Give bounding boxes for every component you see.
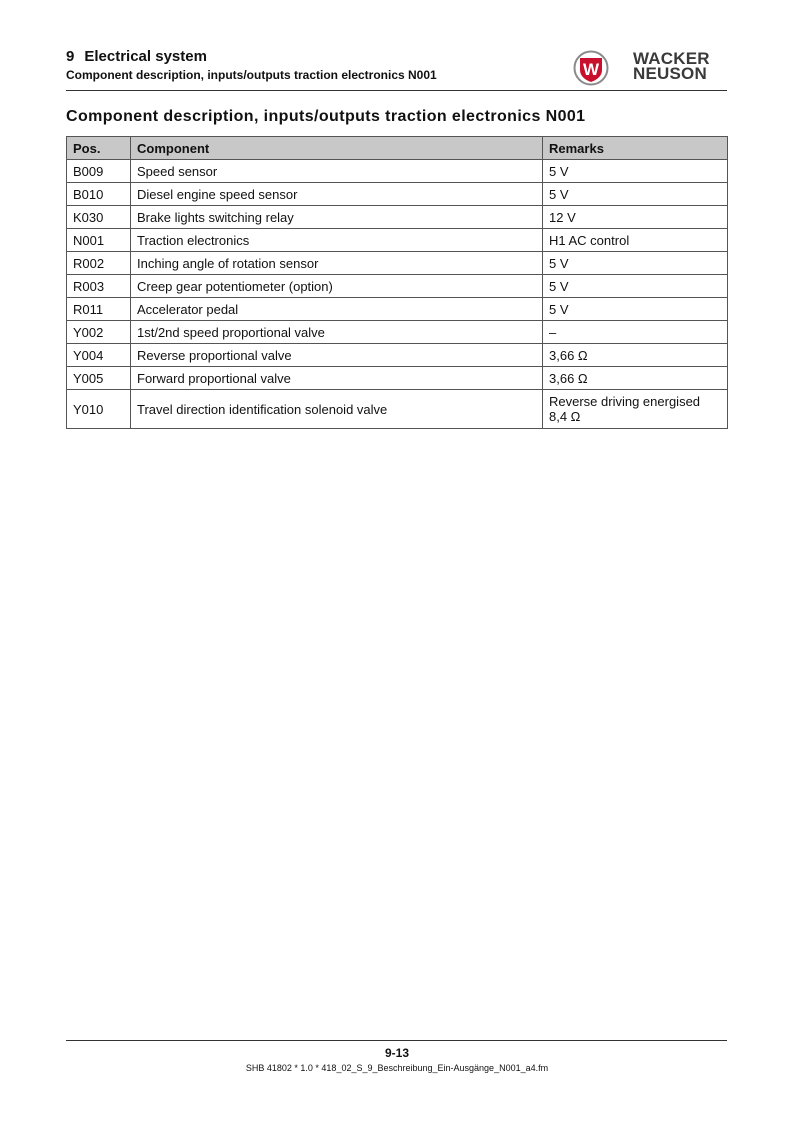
cell-pos: R002 — [67, 252, 131, 275]
table-row — [67, 344, 728, 367]
cell-component: Speed sensor — [131, 160, 543, 183]
cell-component: Traction electronics — [131, 229, 543, 252]
table-row — [67, 321, 728, 344]
cell-pos: R003 — [67, 275, 131, 298]
header-remarks: Remarks — [543, 137, 728, 160]
remarks-text: 5 V — [549, 255, 569, 271]
cell-component: Creep gear potentiometer (option) — [131, 275, 543, 298]
header-divider — [66, 90, 727, 91]
cell-pos: K030 — [67, 206, 131, 229]
cell-component: 1st/2nd speed proportional valve — [131, 321, 543, 344]
logo-text-line2: NEUSON — [633, 64, 707, 83]
logo-text-line1: WACKER — [633, 49, 710, 68]
table-row — [67, 229, 728, 252]
remarks-text: 5 V — [549, 301, 569, 317]
remarks-text: 3,66 Ω — [549, 370, 588, 386]
cell-remarks — [543, 229, 728, 252]
table-row — [67, 183, 728, 206]
remarks-text: 3,66 Ω — [549, 347, 588, 363]
table-row — [67, 252, 728, 275]
table-row — [67, 390, 728, 429]
cell-remarks — [543, 160, 728, 183]
chapter-heading — [66, 48, 207, 65]
cell-pos: Y010 — [67, 390, 131, 429]
cell-pos: Y004 — [67, 344, 131, 367]
cell-remarks — [543, 206, 728, 229]
remarks-text: 5 V — [549, 186, 569, 202]
cell-remarks — [543, 183, 728, 206]
header-subtitle: Component description, inputs/outputs traction electronics N001 — [66, 68, 437, 82]
section-title: Component description, inputs/outputs traction electronics N001 — [66, 108, 586, 125]
table-body — [67, 160, 728, 429]
logo-mark-icon — [573, 50, 609, 86]
cell-remarks — [543, 298, 728, 321]
page-number: 9-13 — [384, 1046, 410, 1060]
header-component: Component — [131, 137, 543, 160]
cell-pos: Y002 — [67, 321, 131, 344]
cell-component: Accelerator pedal — [131, 298, 543, 321]
footer-divider — [66, 1040, 727, 1041]
table-row — [67, 298, 728, 321]
chapter-number: 9 — [66, 48, 75, 65]
table-row — [67, 206, 728, 229]
cell-remarks — [543, 344, 728, 367]
cell-remarks — [543, 390, 728, 429]
cell-component: Travel direction identification solenoid valve — [131, 390, 543, 429]
cell-component: Diesel engine speed sensor — [131, 183, 543, 206]
cell-remarks — [543, 275, 728, 298]
logo-wordmark — [633, 51, 710, 81]
table-row — [67, 367, 728, 390]
logo-mark-letter: W — [582, 60, 600, 79]
table-row — [67, 160, 728, 183]
wacker-neuson-logo — [573, 50, 727, 88]
cell-remarks — [543, 321, 728, 344]
cell-component: Brake lights switching relay — [131, 206, 543, 229]
remarks-text: 12 V — [549, 209, 576, 225]
chapter-title: Electrical system — [84, 48, 207, 65]
remarks-text: Reverse driving energised — [549, 394, 701, 409]
cell-pos: R011 — [67, 298, 131, 321]
cell-component: Inching angle of rotation sensor — [131, 252, 543, 275]
cell-pos: B009 — [67, 160, 131, 183]
table-row — [67, 275, 728, 298]
remarks-text: 5 V — [549, 163, 569, 179]
cell-component: Forward proportional valve — [131, 367, 543, 390]
table-header-row — [67, 137, 728, 160]
cell-pos: B010 — [67, 183, 131, 206]
remarks-text: H1 AC control — [549, 232, 630, 248]
cell-pos: Y005 — [67, 367, 131, 390]
cell-remarks — [543, 367, 728, 390]
file-info: SHB 41802 * 1.0 * 418_02_S_9_Beschreibung_Ein-Ausgänge_N001_a4.fm — [245, 1063, 549, 1073]
component-table — [66, 136, 728, 429]
cell-remarks — [543, 252, 728, 275]
remarks-text: 5 V — [549, 278, 569, 294]
remarks-text-line2: 8,4 Ω — [549, 409, 581, 424]
header-pos: Pos. — [67, 137, 131, 160]
cell-pos: N001 — [67, 229, 131, 252]
cell-component: Reverse proportional valve — [131, 344, 543, 367]
remarks-text: – — [549, 324, 557, 340]
